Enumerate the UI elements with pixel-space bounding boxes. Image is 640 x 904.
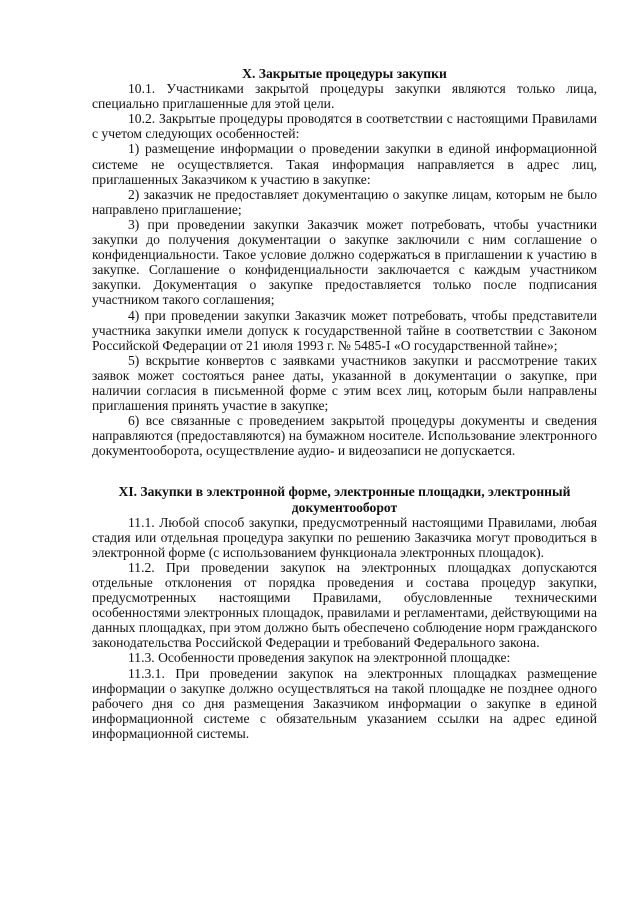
document-page [92, 66, 597, 741]
list-item-3: 3) при проведении закупки Заказчик может потребовать, чтобы участники закупки до получения документации о закупке заключили с ним соглашение о конфиденциальности. Такое условие должно содержаться в приглашении к участию в закупке. Соглашение о конфиденциальности заключается с каждым участником закупки. Документация о закупке предоставляется только после подписания участником такого соглашения; [92, 216, 597, 308]
list-item-5: 5) вскрытие конвертов с заявками участников закупки и рассмотрение таких заявок может состояться ранее даты, указанной в документации о закупке, при наличии согласия в письменной форме с этим всех лиц, которым были направлены приглашения принять участие в закупке; [92, 352, 597, 414]
list-item-1: 1) размещение информации о проведении закупки в единой информационной системе не осуществляется. Такая информация направляется в адрес лиц, приглашенных Заказчиком к участию в закупке: [92, 141, 597, 187]
paragraph-11-2: 11.2. При проведении закупок на электронных площадках допускаются отдельные отклонения от порядка проведения и состава процедур закупки, предусмотренных настоящими Правилами, обусловленные техническими особенностями электронных площадок, правилами и регламентами, действующими на данных площадках, при этом должно быть обеспечено соблюдение норм гражданского законодательства Российской Федерации и требований Федерального закона. [92, 559, 597, 651]
paragraph-10-2: 10.2. Закрытые процедуры проводятся в соответствии с настоящими Правилами с учетом следующих особенностей: [92, 111, 597, 142]
paragraph-10-1: 10.1. Участниками закрытой процедуры закупки являются только лица, специально приглашенные для этой цели. [92, 81, 597, 112]
list-item-6: 6) все связанные с проведением закрытой процедуры документы и сведения направляются (предоставляются) на бумажном носителе. Использование электронного документооборота, осуществление аудио- и видеозаписи не допускается. [92, 413, 597, 459]
paragraph-11-3-1: 11.3.1. При проведении закупок на электронных площадках размещение информации о закупке должно осуществляться на такой площадке не позднее одного рабочего дня со дня размещения Заказчиком информации о закупке в единой информационной системе с обязательным указанием ссылки на адрес единой информационной системы. [92, 665, 597, 741]
section-10-title: X. Закрытые процедуры закупки [242, 66, 447, 81]
list-item-2: 2) заказчик не предоставляет документацию о закупке лицам, которым не было направлено приглашение; [92, 186, 597, 217]
paragraph-11-3: 11.3. Особенности проведения закупок на электронной площадке: [128, 650, 511, 666]
section-11-title: XI. Закупки в электронной форме, электронные площадки, электронный документооборот [118, 484, 571, 515]
list-item-4: 4) при проведении закупки Заказчик может потребовать, чтобы представители участника закупки имели допуск к государственной тайне в соответствии с Законом Российской Федерации от 21 июля 1993 г. № 5485-I «О государственной тайне»; [92, 307, 597, 353]
paragraph-11-1: 11.1. Любой способ закупки, предусмотренный настоящими Правилами, любая стадия или отдельная процедура закупки по решению Заказчика могут проводиться в электронной форме (с использованием функционала электронных площадок). [92, 514, 597, 560]
